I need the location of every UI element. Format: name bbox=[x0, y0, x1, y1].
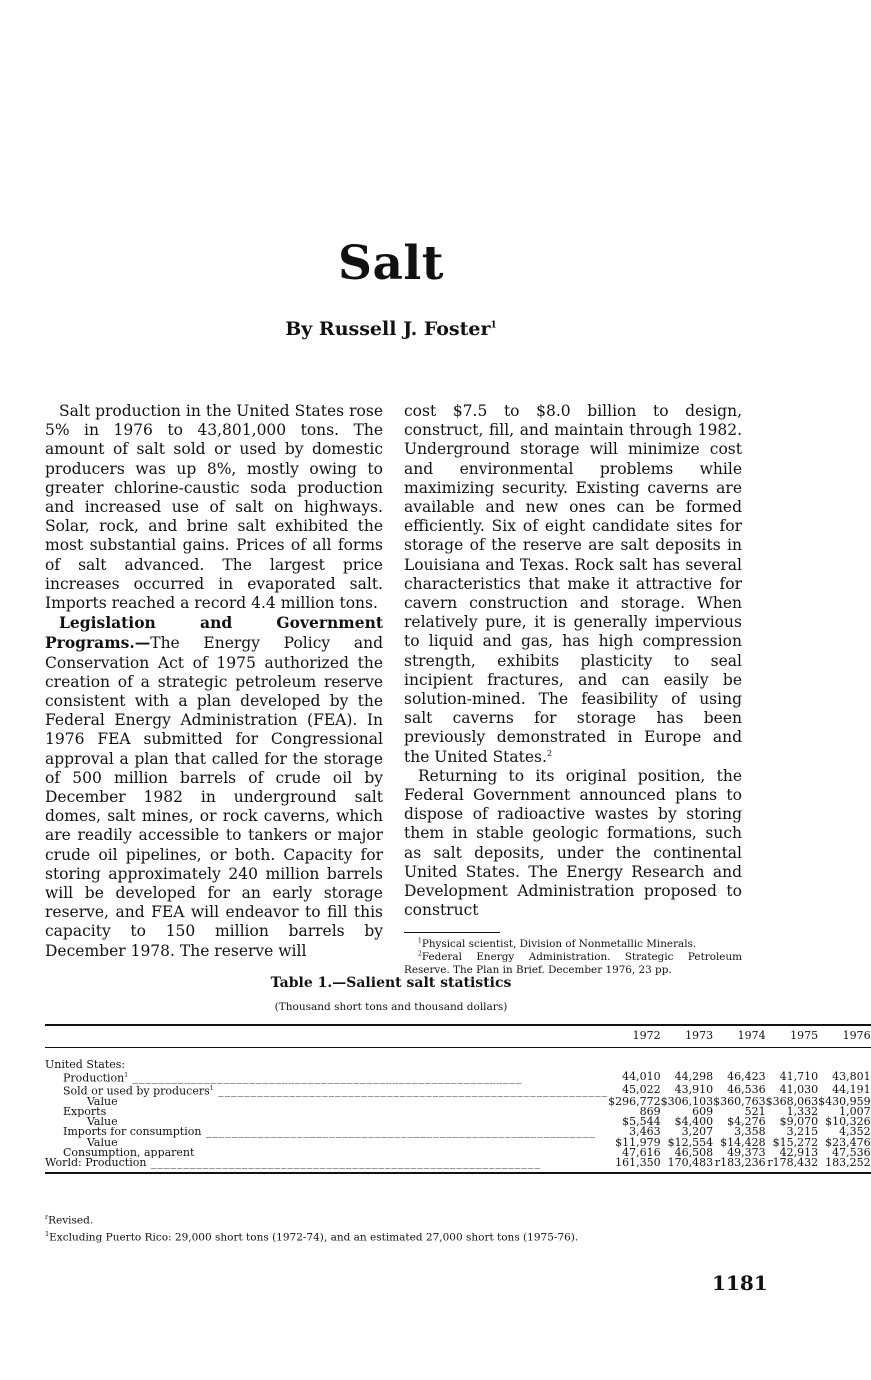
cell-value: $12,554 bbox=[667, 1135, 714, 1149]
row-label bbox=[45, 1138, 608, 1148]
row-label bbox=[45, 1117, 608, 1127]
author-footnote-mark: 1 bbox=[490, 320, 497, 331]
cell-value: 4,352 bbox=[839, 1125, 871, 1139]
year-header: 1975 bbox=[766, 1025, 819, 1048]
cell-value: 521 bbox=[744, 1104, 766, 1118]
row-label-text: Value bbox=[87, 1137, 118, 1148]
byline bbox=[0, 318, 782, 340]
row-label-text: Value bbox=[87, 1117, 118, 1128]
cell-value: $360,763 bbox=[713, 1094, 766, 1108]
cell-value: 44,010 bbox=[622, 1069, 661, 1083]
cell-value: 1,007 bbox=[839, 1104, 871, 1118]
row-label bbox=[45, 1084, 608, 1097]
row-footnote-mark: 1 bbox=[124, 1071, 129, 1079]
cell-value: 44,191 bbox=[832, 1082, 871, 1096]
cell-1974 bbox=[713, 1071, 766, 1084]
cell-value: $4,400 bbox=[674, 1115, 714, 1129]
footnote-mark: 2 bbox=[418, 951, 422, 959]
leader-dots: ____________________________________________________________ bbox=[201, 1127, 596, 1138]
leader-dots: ____________________________________________________________ bbox=[194, 1147, 589, 1159]
leader-dots: ____________________________________________________________ bbox=[117, 1096, 513, 1107]
cell-value: $430,959 bbox=[818, 1094, 871, 1108]
row-label-text: Value bbox=[87, 1096, 118, 1107]
row-label-text: World: Production bbox=[45, 1158, 147, 1170]
intro-paragraph: Salt production in the United States rose 5% in 1976 to 43,801,000 tons. The amount of salt sold or used by domestic producers was up 8%, mostly owing to greater chlorine-caustic soda production and increased use of salt on highways. Solar, rock, and brine salt exhibited the most substantial gains. Prices of all forms of salt advanced. The largest price increases occurred in evaporated salt. Imports reached a record 4.4 million tons. bbox=[45, 402, 383, 613]
cell-value: $296,772 bbox=[608, 1094, 661, 1108]
table-header-row bbox=[45, 1025, 871, 1048]
row-label-text: Exports bbox=[63, 1106, 107, 1118]
cell-1972 bbox=[608, 1071, 661, 1084]
cell-value: 47,616 bbox=[622, 1145, 661, 1159]
row-label-text: Sold or used by producers bbox=[63, 1084, 210, 1097]
cell-1974 bbox=[713, 1158, 766, 1172]
year-header: 1973 bbox=[661, 1025, 714, 1048]
cell-value: 45,022 bbox=[622, 1082, 661, 1096]
row-label bbox=[45, 1148, 608, 1158]
row-label bbox=[45, 1127, 608, 1137]
row-label-text: Production bbox=[63, 1071, 125, 1084]
legislation-paragraph bbox=[45, 613, 383, 961]
table-note-revised bbox=[45, 1211, 578, 1228]
cell-value: 170,483 bbox=[667, 1156, 714, 1170]
cell-value: 41,710 bbox=[779, 1069, 819, 1083]
author-name: By Russell J. Foster bbox=[285, 318, 491, 340]
cell-value: $23,476 bbox=[825, 1135, 871, 1149]
row-label bbox=[45, 1071, 608, 1084]
section-label: United States: bbox=[45, 1058, 126, 1071]
cell-value: $11,979 bbox=[615, 1135, 661, 1149]
footnote-text: Federal Energy Administration. Strategic Petroleum Reserve. The Plan in Brief. December 1976, 23 pp. bbox=[404, 951, 742, 977]
cell-value: 3,207 bbox=[681, 1125, 714, 1139]
cell-value: 43,910 bbox=[674, 1082, 714, 1096]
cell-value: 161,350 bbox=[615, 1156, 661, 1170]
cell-value: $10,326 bbox=[825, 1115, 871, 1129]
continued-text: cost $7.5 to $8.0 billion to design, construct, fill, and maintain through 1982. Underground storage will minimize cost and environmental problems while maximizing security. Existing caverns are available and new ones can be formed efficiently. Six of eight candidate sites for storage of the reserve are salt deposits in Louisiana and Texas. Rock salt has several characteristics that make it attractive for cavern construction and storage. When relatively pure, it is generally impervious to liquid and gas, has high compression strength, exhibits plasticity to seal incipient fractures, and can easily be solution-mined. The feasibility of using salt caverns for storage has been previously demonstrated in Europe and the United States. bbox=[404, 402, 742, 766]
footnote-text: Physical scientist, Division of Nonmetallic Minerals. bbox=[421, 938, 697, 951]
leader-dots: ____________________________________________________________ bbox=[213, 1084, 609, 1097]
cell-value: 41,030 bbox=[779, 1082, 819, 1096]
cell-value: $4,276 bbox=[727, 1115, 766, 1129]
section-row bbox=[45, 1048, 871, 1071]
cell-1975 bbox=[766, 1158, 819, 1172]
cell-value: 46,423 bbox=[727, 1069, 766, 1083]
salient-statistics-table bbox=[45, 1024, 871, 1174]
footnote-mark: 1 bbox=[418, 938, 422, 946]
cell-1975 bbox=[766, 1071, 819, 1084]
cell-value: $368,063 bbox=[765, 1094, 819, 1108]
cell-value: 43,801 bbox=[832, 1069, 871, 1083]
cell-value: 44,298 bbox=[674, 1069, 714, 1083]
leader-dots: ____________________________________________________________ bbox=[117, 1137, 513, 1148]
legislation-text: The Energy Policy and Conservation Act of 1975 authorized the creation of a strategic petroleum reserve consistent with a plan developed by the Federal Energy Administration (FEA). In 1976 FEA submitted for Congressional approval a plan that called for the storage of 500 million barrels of crude oil by December 1982 in underground salt domes, salt mines, or rock caverns, which are readily accessible to tankers or major crude oil pipelines, or both. Capacity for storing approximately 240 million barrels will be developed for an early storage reserve, and FEA will endeavor to fill this capacity to 150 million barrels by December 1978. The reserve will bbox=[45, 634, 383, 960]
right-column bbox=[404, 402, 742, 977]
row-label-text: Consumption, apparent bbox=[63, 1147, 195, 1159]
year-header: 1972 bbox=[608, 1025, 661, 1048]
note-mark: r bbox=[45, 1213, 49, 1221]
row-label-header bbox=[45, 1025, 608, 1048]
note-text: Excluding Puerto Rico: 29,000 short tons (1972-74), and an estimated 27,000 short tons (1975-76). bbox=[49, 1231, 579, 1243]
cell-1973 bbox=[661, 1071, 714, 1084]
cell-value: $306,103 bbox=[660, 1094, 714, 1108]
cell-value: $15,272 bbox=[772, 1135, 819, 1149]
year-header: 1974 bbox=[713, 1025, 766, 1048]
row-label-text: Imports for consumption bbox=[63, 1127, 202, 1138]
footnote-ref-2: 2 bbox=[546, 748, 553, 758]
leader-dots: ____________________________________________________________ bbox=[106, 1106, 501, 1118]
cell-value: 869 bbox=[639, 1104, 661, 1118]
table-row bbox=[45, 1158, 871, 1172]
cell-value: r183,236 bbox=[714, 1156, 766, 1170]
row-label bbox=[45, 1097, 608, 1107]
section-heading: Legislation and Government Programs.— bbox=[45, 613, 383, 653]
cell-value: 183,252 bbox=[825, 1156, 871, 1170]
cell-value: $5,544 bbox=[622, 1115, 661, 1129]
cell-value: 47,536 bbox=[832, 1145, 871, 1159]
cell-1972 bbox=[608, 1158, 661, 1172]
table-row bbox=[45, 1071, 871, 1084]
cell-value: 42,913 bbox=[779, 1145, 819, 1159]
cell-value: $9,070 bbox=[779, 1115, 819, 1129]
cell-1976 bbox=[818, 1071, 871, 1084]
left-column bbox=[45, 402, 383, 961]
table-notes bbox=[45, 1211, 578, 1244]
leader-dots: ____________________________________________________________ bbox=[146, 1158, 541, 1170]
cell-value: 3,358 bbox=[734, 1125, 766, 1139]
cell-1976 bbox=[818, 1158, 871, 1172]
footnote-divider bbox=[404, 932, 500, 933]
cell-1973 bbox=[661, 1158, 714, 1172]
leader-dots: ____________________________________________________________ bbox=[117, 1117, 513, 1128]
table-subtitle: (Thousand short tons and thousand dollars) bbox=[274, 1001, 508, 1013]
leader-dots: ____________________________________________________________ bbox=[128, 1071, 523, 1084]
row-label bbox=[45, 1107, 608, 1117]
cell-value: 3,463 bbox=[629, 1125, 661, 1139]
cell-value: r178,432 bbox=[767, 1156, 819, 1170]
note-text: Revised. bbox=[48, 1214, 94, 1227]
cell-value: 1,332 bbox=[786, 1104, 819, 1118]
footnote-1 bbox=[404, 938, 742, 951]
cell-value: $14,428 bbox=[720, 1135, 766, 1149]
cell-value: 46,536 bbox=[727, 1082, 766, 1096]
table-title: Table 1.—Salient salt statistics bbox=[270, 975, 512, 991]
year-header: 1976 bbox=[818, 1025, 871, 1048]
row-label bbox=[45, 1158, 608, 1172]
article-title: Salt bbox=[338, 236, 444, 291]
radioactive-waste-paragraph: Returning to its original position, the Federal Government announced plans to dispose of radioactive wastes by storing them in stable geologic formations, such as salt deposits, under the continental United States. The Energy Research and Development Administration proposed to construct bbox=[404, 766, 742, 920]
cell-value: 46,508 bbox=[674, 1145, 714, 1159]
page-number: 1181 bbox=[712, 1271, 768, 1295]
cell-value: 49,373 bbox=[727, 1145, 766, 1159]
cell-value: 3,215 bbox=[786, 1125, 819, 1139]
table-note-1 bbox=[45, 1228, 578, 1245]
footnote-2 bbox=[404, 951, 742, 977]
note-mark: 1 bbox=[45, 1229, 50, 1238]
row-footnote-mark: 1 bbox=[209, 1084, 214, 1092]
continued-paragraph bbox=[404, 402, 742, 767]
cell-value: 609 bbox=[692, 1104, 714, 1118]
